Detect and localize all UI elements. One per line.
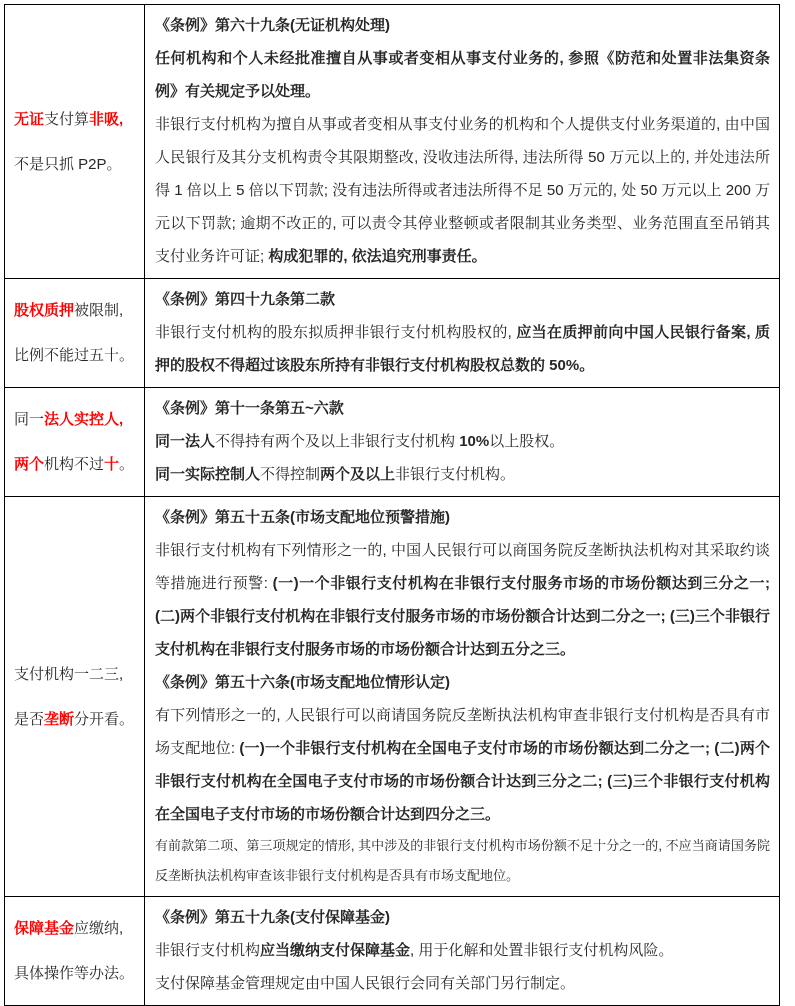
text-run: 非银行支付机构的股东拟质押非银行支付机构股权的,: [155, 324, 517, 341]
regulation-paragraph: [155, 108, 770, 273]
text-run: , 用于化解和处置非银行支付机构风险。: [410, 942, 674, 959]
text-run: 非银行支付机构: [155, 942, 261, 959]
text-run: 有前款第二项、第三项规定的情形, 其中涉及的非银行支付机构市场份额不足十分之一的, 不应当商请国务院反垄断执法机构审查该非银行支付机构是否具有市场支配地位。: [155, 838, 770, 883]
text-run: 支付保障基金管理规定由中国人民银行会同有关部门另行制定。: [155, 975, 576, 992]
text-run: 非银行支付机构为擅自从事或者变相从事支付业务的机构和个人提供支付业务渠道的, 由中国人民银行及其分支机构责令其限期整改, 没收违法所得, 违法所得 50 万元以上的, 并处违法所得 1 倍以上 5 倍以下罚款; 没有违法所得或者违法所得不足 50 万元的, 处 50 万元以上 200 万元以下罚款; 逾期不改正的, 可以责令其停业整顿或者限制其业务类型、业务范围直至吊销其支付业务许可证;: [155, 116, 770, 265]
text-run: 是否: [14, 710, 45, 728]
mnemonic-line: [14, 333, 140, 378]
text-run: 同一: [14, 411, 45, 428]
regulation-paragraph: [155, 534, 770, 666]
text-run: 无证: [14, 110, 45, 128]
text-run: 。: [119, 456, 135, 473]
table-row: [5, 897, 780, 1006]
mnemonic-cell: [5, 279, 145, 387]
regulation-paragraph: [155, 316, 770, 382]
text-run: 不得持有两个及以上非银行支付机构: [215, 433, 460, 450]
text-run: 《条例》第十一条第五~六款: [155, 400, 344, 417]
text-run: 同一法人: [155, 433, 216, 450]
text-run: 股权质押: [14, 302, 75, 319]
regulation-title: [155, 9, 770, 42]
regulation-paragraph: [155, 831, 770, 891]
mnemonic-line: [14, 951, 140, 996]
text-run: 被限制,: [74, 302, 124, 319]
text-run: 支付机构一二三,: [14, 665, 124, 683]
regulation-paragraph: [155, 425, 770, 458]
text-run: 非银行支付机构有下列情形之一的, 中国人民银行可以商国务院反垄断执法机构对其采取约谈等措施进行预警:: [155, 542, 770, 592]
regulation-title: [155, 283, 770, 316]
text-run: 不是只抓 P2P。: [14, 155, 122, 173]
mnemonic-cell: [5, 497, 145, 896]
regulation-paragraph: [155, 699, 770, 831]
text-run: 应缴纳,: [74, 920, 124, 937]
regulation-paragraph: [155, 42, 770, 108]
table-row: [5, 388, 780, 497]
table-row: [5, 5, 780, 279]
mnemonic-line: [14, 442, 140, 487]
regulation-title: [155, 392, 770, 425]
text-run: 构成犯罪的, 依法追究刑事责任。: [268, 248, 487, 265]
mnemonic-cell: [5, 5, 145, 278]
regulation-cell: [145, 5, 780, 278]
text-run: 机构不过: [44, 456, 105, 473]
regulation-title: [155, 901, 770, 934]
table-row: [5, 497, 780, 897]
text-run: 《条例》第五十六条(市场支配地位情形认定): [155, 674, 450, 691]
regulation-title: [155, 501, 770, 534]
text-run: 两个: [14, 456, 45, 473]
text-run: 法人实控人,: [44, 411, 124, 428]
text-run: 应当在质押前向中国人民银行备案, 质押的股权不得超过该股东所持有非银行支付机构股权总数的 50%。: [155, 324, 770, 374]
regulation-paragraph: [155, 458, 770, 491]
regulation-paragraph: [155, 967, 770, 1000]
mnemonic-line: [14, 288, 140, 333]
mnemonic-line: [14, 397, 140, 442]
text-run: 具体操作等办法。: [14, 965, 135, 982]
text-run: (一)一个非银行支付机构在全国电子支付市场的市场份额达到二分之一; (二)两个非银行支付机构在全国电子支付市场的市场份额合计达到三分之二; (三)三个非银行支付机构在全国电子支付市场的市场份额合计达到四分之三。: [155, 740, 770, 823]
regulation-cell: [145, 497, 780, 896]
mnemonic-line: [14, 97, 140, 142]
mnemonic-line: [14, 906, 140, 951]
regulation-cell: [145, 388, 780, 496]
mnemonic-cell: [5, 897, 145, 1005]
text-run: 任何机构和个人未经批准擅自从事或者变相从事支付业务的, 参照《防范和处置非法集资条例》有关规定予以处理。: [155, 50, 770, 100]
text-run: 同一实际控制人: [155, 466, 261, 483]
regulation-title: [155, 666, 770, 699]
text-run: 《条例》第四十九条第二款: [155, 291, 336, 308]
text-run: 十: [104, 456, 120, 473]
text-run: 应当缴纳支付保障基金: [260, 942, 411, 959]
mnemonic-line: [14, 652, 140, 697]
text-run: 垄断: [44, 710, 75, 728]
text-run: 支付算: [44, 110, 90, 128]
mnemonic-cell: [5, 388, 145, 496]
text-run: 非吸,: [89, 110, 124, 128]
table-row: [5, 279, 780, 388]
mnemonic-line: [14, 697, 140, 742]
regulation-cell: [145, 279, 780, 387]
text-run: 保障基金: [14, 920, 75, 937]
regulation-paragraph: [155, 934, 770, 967]
text-run: 非银行支付机构。: [395, 466, 516, 483]
text-run: 《条例》第五十九条(支付保障基金): [155, 909, 390, 926]
text-run: 以上股权。: [489, 433, 565, 450]
text-run: 《条例》第六十九条(无证机构处理): [155, 17, 390, 34]
text-run: 10%: [459, 433, 490, 450]
text-run: 比例不能过五十。: [14, 347, 135, 364]
text-run: 两个及以上: [320, 466, 396, 483]
mnemonic-line: [14, 142, 140, 187]
text-run: 《条例》第五十五条(市场支配地位预警措施): [155, 509, 450, 526]
regulation-cell: [145, 897, 780, 1005]
regulation-table: [4, 4, 780, 1006]
text-run: 不得控制: [260, 466, 321, 483]
text-run: 有下列情形之一的, 人民银行可以商请国务院反垄断执法机构审查非银行支付机构是否具有市场支配地位:: [155, 707, 770, 757]
text-run: 分开看。: [74, 710, 135, 728]
text-run: (一)一个非银行支付机构在非银行支付服务市场的市场份额达到三分之一; (二)两个非银行支付机构在非银行支付服务市场的市场份额合计达到二分之一; (三)三个非银行支付机构在非银行支付服务市场的市场份额合计达到五分之三。: [155, 575, 770, 658]
